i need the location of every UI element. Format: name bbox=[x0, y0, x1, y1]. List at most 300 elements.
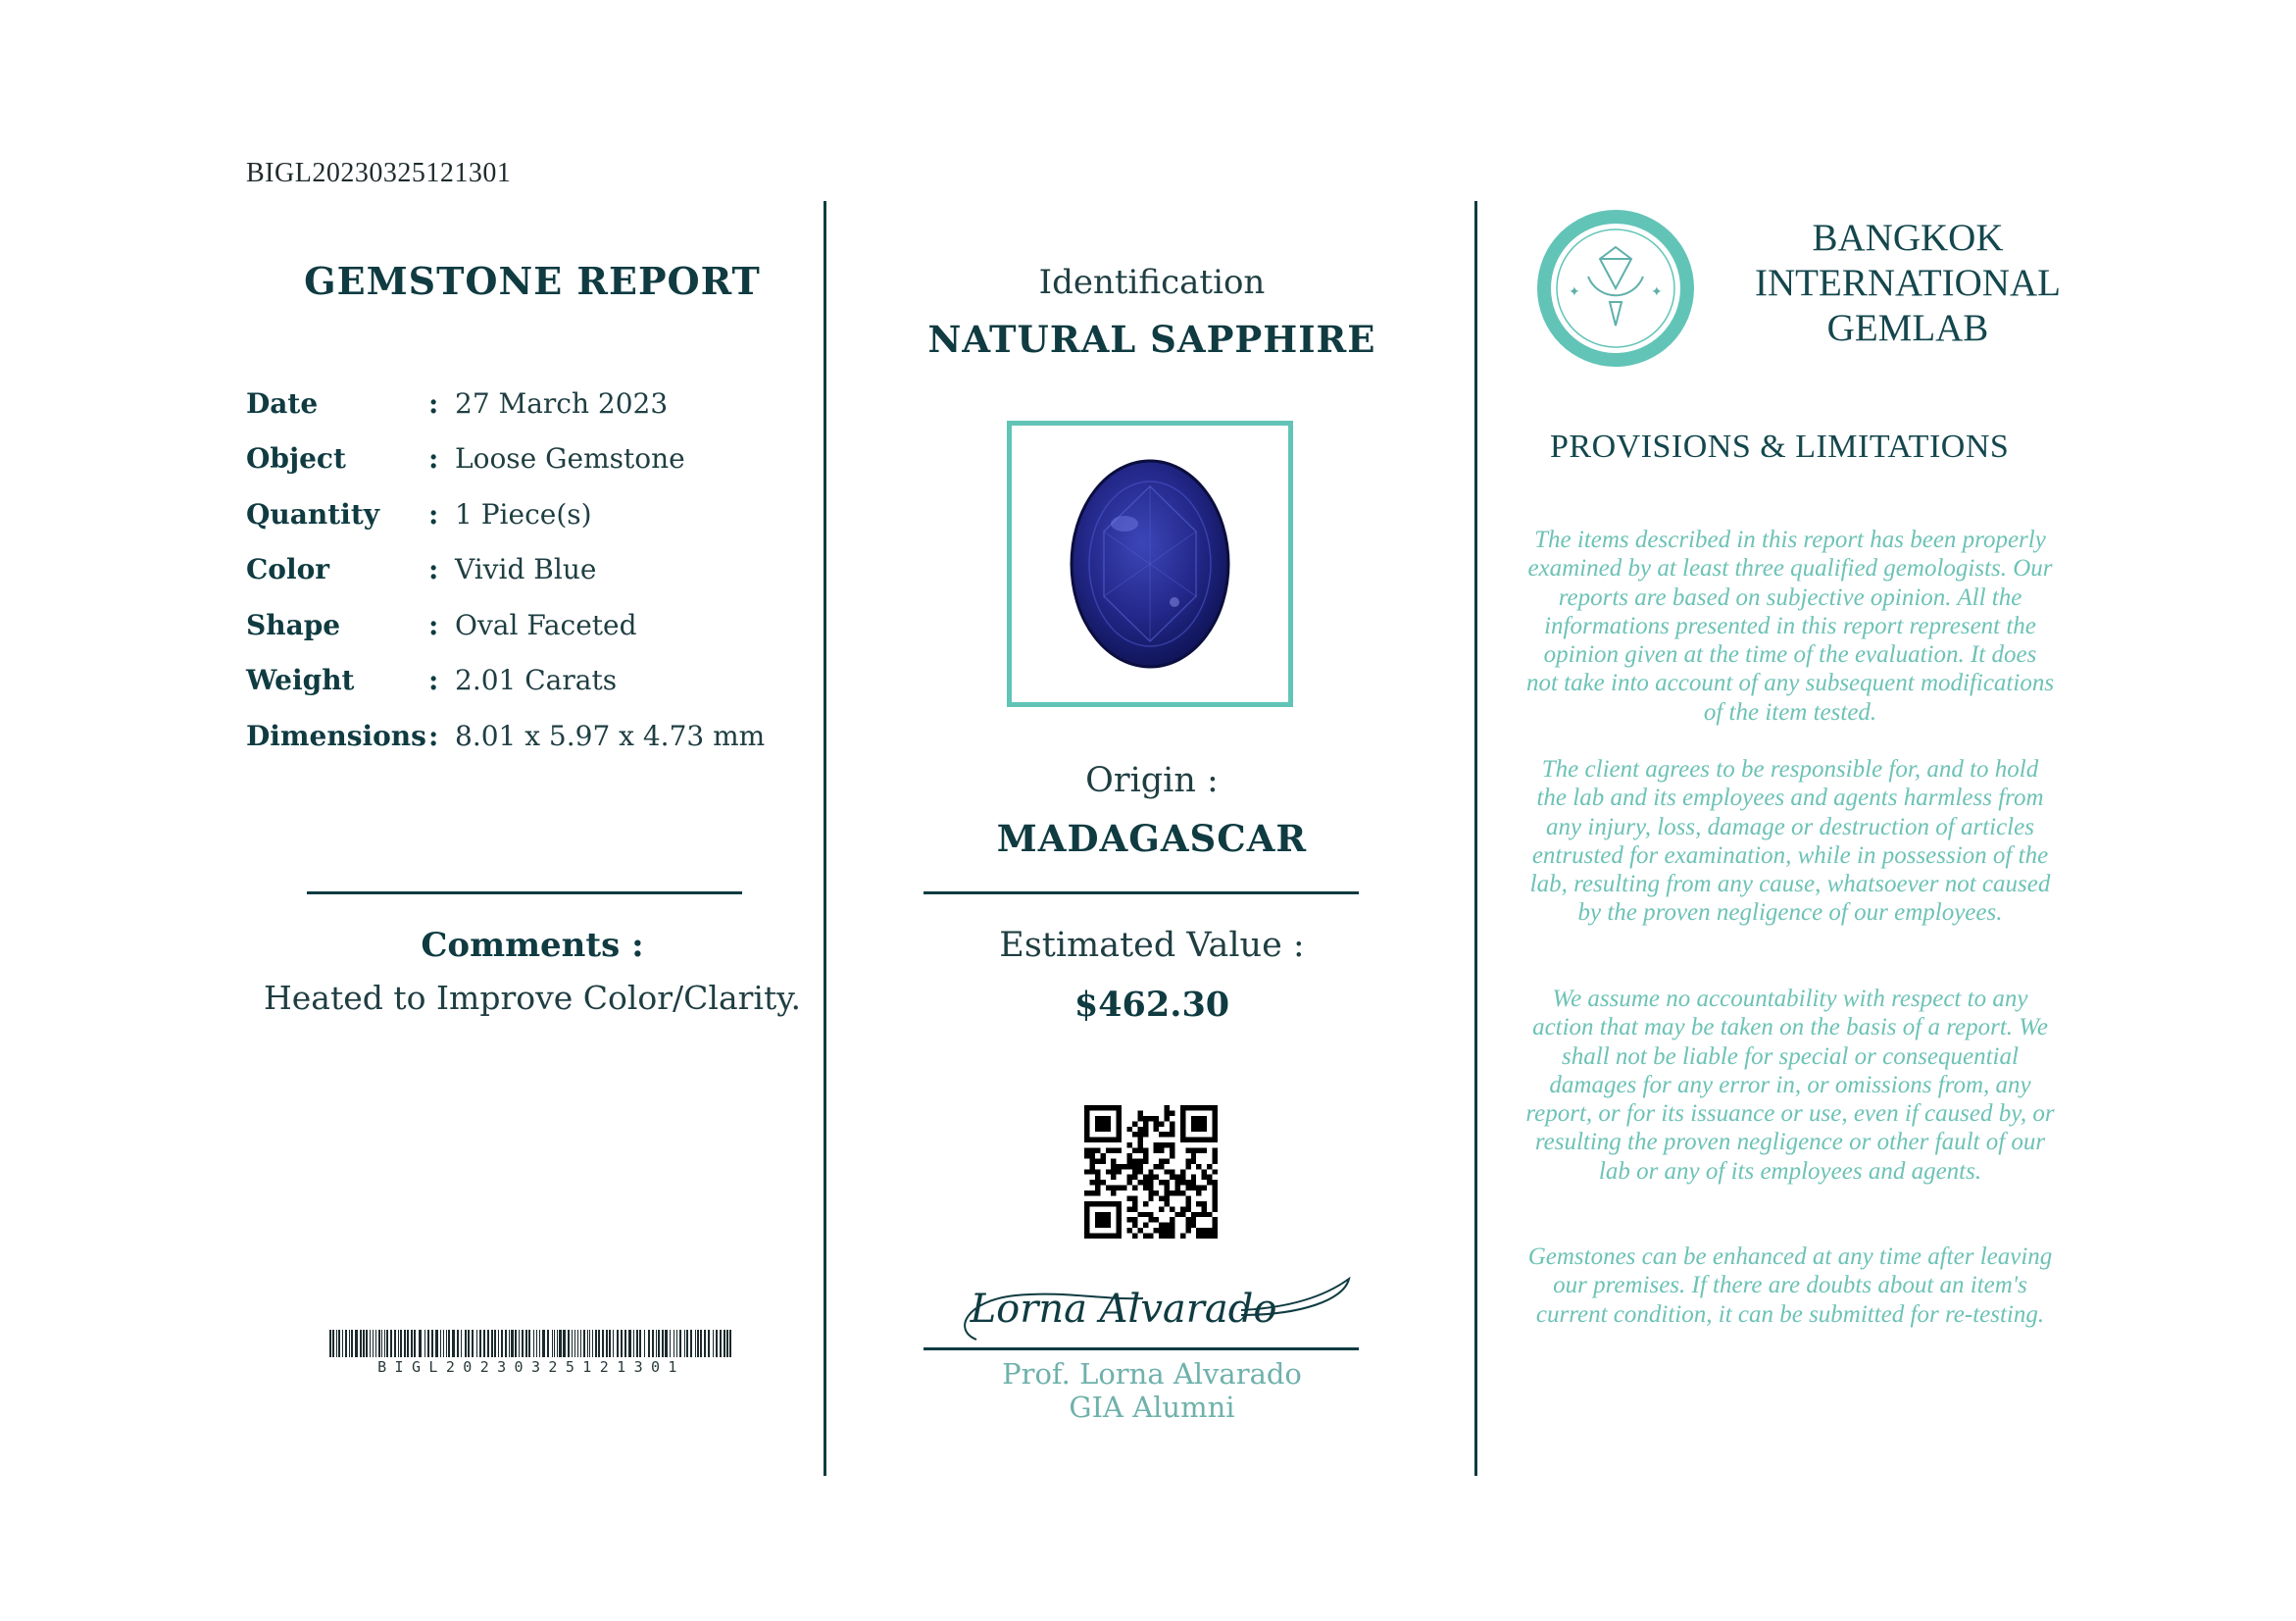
qr-module bbox=[1170, 1132, 1174, 1137]
qr-module bbox=[1089, 1153, 1094, 1158]
barcode-bar bbox=[461, 1330, 462, 1357]
qr-module bbox=[1174, 1180, 1179, 1185]
qr-module bbox=[1143, 1153, 1148, 1158]
barcode-bar bbox=[528, 1330, 530, 1357]
qr-module bbox=[1143, 1234, 1148, 1239]
qr-module bbox=[1148, 1116, 1153, 1121]
qr-module bbox=[1170, 1175, 1174, 1180]
qr-module bbox=[1122, 1164, 1126, 1169]
signer-name: Prof. Lorna Alvarado bbox=[1002, 1357, 1302, 1391]
qr-module bbox=[1174, 1190, 1179, 1195]
field-row-color bbox=[246, 542, 795, 598]
qr-module bbox=[1117, 1164, 1122, 1169]
qr-module bbox=[1132, 1234, 1137, 1239]
barcode-bar bbox=[384, 1330, 385, 1357]
barcode-bar bbox=[505, 1330, 507, 1357]
report-title: GEMSTONE REPORT bbox=[304, 259, 761, 303]
qr-module bbox=[1095, 1186, 1100, 1190]
field-colon: : bbox=[428, 719, 439, 752]
barcode-bar bbox=[602, 1330, 604, 1357]
field-value: 1 Piece(s) bbox=[455, 497, 592, 531]
qr-module bbox=[1127, 1206, 1132, 1211]
qr-module bbox=[1165, 1223, 1170, 1228]
field-colon: : bbox=[428, 608, 439, 641]
provisions-title: PROVISIONS & LIMITATIONS bbox=[1550, 429, 2010, 465]
qr-module bbox=[1143, 1127, 1148, 1132]
qr-module bbox=[1106, 1148, 1111, 1153]
qr-module bbox=[1143, 1148, 1148, 1153]
barcode-bar bbox=[363, 1330, 365, 1357]
field-row-weight bbox=[246, 653, 795, 709]
field-colon: : bbox=[428, 442, 439, 476]
barcode-bar bbox=[589, 1330, 590, 1357]
qr-module bbox=[1159, 1164, 1164, 1169]
qr-module bbox=[1213, 1228, 1218, 1233]
barcode-bar bbox=[519, 1330, 520, 1357]
barcode-bar bbox=[542, 1330, 545, 1357]
qr-module bbox=[1154, 1127, 1159, 1132]
barcode-bar bbox=[724, 1330, 725, 1357]
qr-module bbox=[1213, 1195, 1218, 1200]
qr-module bbox=[1165, 1116, 1170, 1121]
qr-module bbox=[1191, 1212, 1196, 1217]
barcode-bar bbox=[621, 1330, 623, 1357]
qr-module bbox=[1127, 1175, 1132, 1180]
qr-module bbox=[1089, 1169, 1094, 1174]
barcode-bar bbox=[690, 1330, 692, 1357]
barcode-bar bbox=[656, 1330, 657, 1357]
barcode-bar bbox=[577, 1330, 578, 1357]
barcode-bar bbox=[479, 1330, 481, 1357]
qr-module bbox=[1202, 1228, 1207, 1233]
qr-module bbox=[1207, 1228, 1212, 1233]
barcode-bar bbox=[563, 1330, 566, 1357]
qr-module bbox=[1111, 1158, 1116, 1163]
barcode-bar bbox=[609, 1330, 611, 1357]
barcode-bar bbox=[726, 1330, 728, 1357]
provisions-paragraph: The client agrees to be responsible for, and to hold the lab and its employees and agents harmless from any injury, loss, damage or destruction of articles entrusted for examination, while in possession of the lab, resulting from any cause, whatsoever not caused by the proven negligence of our employees. bbox=[1529, 756, 2051, 927]
qr-module bbox=[1196, 1212, 1201, 1217]
qr-module bbox=[1143, 1132, 1148, 1137]
qr-module bbox=[1132, 1186, 1137, 1190]
barcode-bar bbox=[670, 1330, 671, 1357]
estimated-value-amount: $462.30 bbox=[1073, 985, 1230, 1025]
barcode-bar bbox=[487, 1330, 489, 1357]
barcode-bar bbox=[355, 1330, 358, 1357]
qr-module bbox=[1213, 1148, 1218, 1153]
qr-module bbox=[1111, 1190, 1116, 1195]
qr-module bbox=[1213, 1201, 1218, 1206]
field-value: Oval Faceted bbox=[455, 608, 637, 641]
qr-module bbox=[1213, 1217, 1218, 1222]
barcode-bar bbox=[483, 1330, 485, 1357]
qr-module bbox=[1089, 1148, 1094, 1153]
qr-module bbox=[1148, 1169, 1153, 1174]
qr-module bbox=[1143, 1121, 1148, 1126]
qr-module bbox=[1185, 1195, 1190, 1200]
qr-module bbox=[1148, 1195, 1153, 1200]
qr-module bbox=[1089, 1190, 1094, 1195]
qr-module bbox=[1143, 1180, 1148, 1185]
barcode-bar bbox=[633, 1330, 634, 1357]
barcode-bar bbox=[381, 1330, 382, 1357]
qr-module bbox=[1196, 1201, 1201, 1206]
qr-module bbox=[1170, 1206, 1174, 1211]
qr-module bbox=[1191, 1223, 1196, 1228]
lab-name-line: BANGKOK bbox=[1812, 217, 2004, 259]
qr-module bbox=[1148, 1212, 1153, 1217]
qr-module bbox=[1207, 1180, 1212, 1185]
qr-module bbox=[1202, 1169, 1207, 1174]
barcode-bar bbox=[720, 1330, 722, 1357]
qr-module bbox=[1213, 1223, 1218, 1228]
barcode-bar bbox=[414, 1330, 416, 1357]
barcode-bar bbox=[676, 1330, 677, 1357]
barcode-bar bbox=[679, 1330, 681, 1357]
barcode-bar bbox=[686, 1330, 688, 1357]
qr-module bbox=[1095, 1148, 1100, 1153]
qr-module bbox=[1165, 1186, 1170, 1190]
qr-module bbox=[1207, 1212, 1212, 1217]
qr-module bbox=[1159, 1132, 1164, 1137]
field-row-dimensions bbox=[246, 708, 795, 764]
origin-label: Origin : bbox=[1085, 761, 1219, 800]
qr-module bbox=[1159, 1180, 1164, 1185]
qr-module bbox=[1185, 1158, 1190, 1163]
barcode-bar bbox=[472, 1330, 474, 1357]
report-fields bbox=[246, 376, 795, 764]
qr-module bbox=[1137, 1127, 1142, 1132]
field-label: Color bbox=[246, 553, 330, 586]
qr-module bbox=[1084, 1153, 1089, 1158]
qr-module bbox=[1202, 1186, 1207, 1190]
qr-module bbox=[1137, 1138, 1142, 1142]
qr-module bbox=[1132, 1201, 1137, 1206]
barcode-bar bbox=[440, 1330, 441, 1357]
barcode-bar bbox=[375, 1330, 376, 1357]
qr-module bbox=[1202, 1175, 1207, 1180]
barcode-bar bbox=[424, 1330, 425, 1357]
qr-module bbox=[1170, 1217, 1174, 1222]
qr-module bbox=[1159, 1206, 1164, 1211]
qr-module bbox=[1137, 1148, 1142, 1153]
qr-module bbox=[1165, 1190, 1170, 1195]
qr-module bbox=[1089, 1164, 1094, 1169]
qr-module bbox=[1170, 1234, 1174, 1239]
barcode-bar bbox=[457, 1330, 459, 1357]
qr-module bbox=[1127, 1153, 1132, 1158]
qr-module bbox=[1202, 1148, 1207, 1153]
qr-module bbox=[1137, 1169, 1142, 1174]
barcode-bar bbox=[557, 1330, 558, 1357]
qr-module bbox=[1095, 1175, 1100, 1180]
qr-module bbox=[1154, 1228, 1159, 1233]
field-label: Shape bbox=[246, 608, 341, 641]
qr-module bbox=[1127, 1127, 1132, 1132]
qr-module bbox=[1127, 1164, 1132, 1169]
report-id: BIGL20230325121301 bbox=[246, 158, 512, 188]
qr-module bbox=[1196, 1186, 1201, 1190]
qr-module bbox=[1196, 1228, 1201, 1233]
qr-module bbox=[1213, 1206, 1218, 1211]
barcode-bar bbox=[465, 1330, 467, 1357]
qr-module bbox=[1185, 1148, 1190, 1153]
provisions-paragraph: The items described in this report has been properly examined by at least three qualified gemologists. Our reports are based on subjective opinion. All the informations presented in this report represent the opinion given at the time of the evaluation. It does not take into account of any subsequent modifications of the item tested. bbox=[1525, 527, 2055, 726]
qr-module bbox=[1191, 1158, 1196, 1163]
barcode-bar bbox=[613, 1330, 614, 1357]
barcode-bar bbox=[366, 1330, 368, 1357]
qr-module bbox=[1170, 1190, 1174, 1195]
qr-module bbox=[1154, 1164, 1159, 1169]
signer-title: GIA Alumni bbox=[1069, 1391, 1235, 1424]
lab-name-line: GEMLAB bbox=[1826, 307, 1989, 349]
barcode-bar bbox=[652, 1330, 654, 1357]
qr-module bbox=[1174, 1175, 1179, 1180]
column-divider-left bbox=[824, 201, 826, 1476]
signature bbox=[947, 1271, 1355, 1349]
barcode-bar bbox=[351, 1330, 353, 1357]
qr-module bbox=[1191, 1153, 1196, 1158]
field-row-date bbox=[246, 376, 795, 431]
barcode-bar bbox=[370, 1330, 371, 1357]
sapphire-gem-image bbox=[1012, 426, 1288, 702]
qr-module bbox=[1159, 1228, 1164, 1233]
qr-module bbox=[1148, 1217, 1153, 1222]
qr-module bbox=[1185, 1223, 1190, 1228]
barcode-bar bbox=[498, 1330, 499, 1357]
barcode-bar bbox=[598, 1330, 600, 1357]
qr-module bbox=[1154, 1142, 1159, 1147]
barcode-bar bbox=[606, 1330, 608, 1357]
qr-module bbox=[1137, 1110, 1142, 1115]
qr-module bbox=[1089, 1180, 1094, 1185]
qr-module bbox=[1196, 1190, 1201, 1195]
field-colon: : bbox=[428, 553, 439, 586]
qr-module bbox=[1185, 1217, 1190, 1222]
field-colon: : bbox=[428, 664, 439, 697]
origin-value: MADAGASCAR bbox=[996, 817, 1308, 860]
qr-module bbox=[1165, 1228, 1170, 1233]
barcode-bar bbox=[684, 1330, 685, 1357]
qr-module bbox=[1137, 1212, 1142, 1217]
qr-module bbox=[1202, 1206, 1207, 1211]
field-label: Object bbox=[246, 442, 346, 476]
qr-module bbox=[1202, 1212, 1207, 1217]
barcode-bar bbox=[378, 1330, 380, 1357]
barcode-bar bbox=[695, 1330, 696, 1357]
barcode-bar bbox=[559, 1330, 562, 1357]
qr-module bbox=[1143, 1223, 1148, 1228]
barcode-bar bbox=[624, 1330, 626, 1357]
barcode-bar bbox=[554, 1330, 555, 1357]
qr-module bbox=[1159, 1158, 1164, 1163]
barcode-bar bbox=[468, 1330, 470, 1357]
qr-module bbox=[1180, 1190, 1185, 1195]
barcode-bar bbox=[386, 1330, 388, 1357]
qr-code bbox=[1084, 1105, 1218, 1239]
qr-module bbox=[1117, 1169, 1122, 1174]
qr-module bbox=[1170, 1110, 1174, 1115]
qr-module bbox=[1127, 1195, 1132, 1200]
barcode-bar bbox=[580, 1330, 581, 1357]
signature-script: Lorna Alvarado bbox=[970, 1287, 1277, 1332]
barcode-bar bbox=[494, 1330, 496, 1357]
field-label: Date bbox=[246, 386, 319, 420]
qr-module bbox=[1089, 1158, 1094, 1163]
qr-module bbox=[1148, 1186, 1153, 1190]
qr-module bbox=[1191, 1148, 1196, 1153]
qr-module bbox=[1084, 1148, 1089, 1153]
qr-module bbox=[1170, 1148, 1174, 1153]
barcode-bar bbox=[407, 1330, 409, 1357]
qr-module bbox=[1165, 1105, 1170, 1110]
barcode-bar bbox=[349, 1330, 350, 1357]
qr-module bbox=[1148, 1190, 1153, 1195]
qr-module bbox=[1111, 1186, 1116, 1190]
qr-module bbox=[1154, 1190, 1159, 1195]
qr-module bbox=[1213, 1180, 1218, 1185]
qr-module bbox=[1185, 1206, 1190, 1211]
barcode-bar bbox=[568, 1330, 570, 1357]
qr-module bbox=[1095, 1190, 1100, 1195]
qr-module bbox=[1117, 1148, 1122, 1153]
field-row-object bbox=[246, 431, 795, 487]
barcode-bar bbox=[595, 1330, 597, 1357]
qr-module bbox=[1111, 1148, 1116, 1153]
barcode-bar bbox=[373, 1330, 374, 1357]
qr-module bbox=[1196, 1234, 1201, 1239]
barcode-bar bbox=[448, 1330, 450, 1357]
field-value: 27 March 2023 bbox=[455, 386, 669, 420]
qr-module bbox=[1213, 1169, 1218, 1174]
barcode-bar bbox=[572, 1330, 573, 1357]
qr-module bbox=[1106, 1186, 1111, 1190]
qr-module bbox=[1170, 1169, 1174, 1174]
qr-module bbox=[1143, 1186, 1148, 1190]
qr-module bbox=[1213, 1153, 1218, 1158]
qr-module bbox=[1165, 1158, 1170, 1163]
qr-module bbox=[1143, 1175, 1148, 1180]
qr-module bbox=[1127, 1142, 1132, 1147]
qr-module bbox=[1174, 1186, 1179, 1190]
qr-module bbox=[1143, 1201, 1148, 1206]
qr-module bbox=[1111, 1169, 1116, 1174]
barcode-bar bbox=[509, 1330, 510, 1357]
barcode-bar bbox=[511, 1330, 514, 1357]
lab-name-line: INTERNATIONAL bbox=[1755, 262, 2061, 304]
field-colon: : bbox=[428, 497, 439, 531]
barcode-bar bbox=[592, 1330, 593, 1357]
svg-text:✦: ✦ bbox=[1569, 284, 1580, 300]
qr-module bbox=[1127, 1228, 1132, 1233]
qr-module bbox=[1132, 1132, 1137, 1137]
field-row-quantity bbox=[246, 486, 795, 542]
barcode-bar bbox=[525, 1330, 527, 1357]
qr-module bbox=[1127, 1158, 1132, 1163]
qr-module bbox=[1180, 1169, 1185, 1174]
qr-module bbox=[1159, 1121, 1164, 1126]
qr-module bbox=[1170, 1127, 1174, 1132]
field-row-shape bbox=[246, 597, 795, 653]
barcode-bar bbox=[394, 1330, 396, 1357]
qr-module bbox=[1132, 1223, 1137, 1228]
qr-module bbox=[1122, 1186, 1126, 1190]
qr-module bbox=[1170, 1142, 1174, 1147]
qr-module bbox=[1191, 1186, 1196, 1190]
barcode-bar bbox=[583, 1330, 585, 1357]
barcode-bar bbox=[574, 1330, 575, 1357]
qr-module bbox=[1143, 1158, 1148, 1163]
barcode-bar bbox=[501, 1330, 503, 1357]
qr-module bbox=[1165, 1110, 1170, 1115]
qr-module bbox=[1170, 1121, 1174, 1126]
barcode-bar bbox=[697, 1330, 699, 1357]
qr-module bbox=[1159, 1223, 1164, 1228]
barcode-bar bbox=[587, 1330, 588, 1357]
barcode-bar bbox=[427, 1330, 429, 1357]
qr-module bbox=[1191, 1180, 1196, 1185]
barcode-bar bbox=[617, 1330, 619, 1357]
barcode-bar bbox=[390, 1330, 392, 1357]
barcode-bar bbox=[400, 1330, 402, 1357]
field-label: Dimensions bbox=[246, 719, 426, 752]
barcode-bar bbox=[419, 1330, 422, 1357]
qr-module bbox=[1202, 1201, 1207, 1206]
comments-divider bbox=[307, 891, 742, 894]
barcode-bar bbox=[404, 1330, 406, 1357]
qr-module bbox=[1213, 1190, 1218, 1195]
barcode-bar bbox=[648, 1330, 650, 1357]
qr-module bbox=[1132, 1175, 1137, 1180]
barcode-bar bbox=[338, 1330, 340, 1357]
qr-module bbox=[1159, 1148, 1164, 1153]
barcode-bar bbox=[522, 1330, 524, 1357]
qr-module bbox=[1165, 1234, 1170, 1239]
barcode-bar bbox=[636, 1330, 638, 1357]
qr-module bbox=[1100, 1180, 1105, 1185]
qr-module bbox=[1137, 1180, 1142, 1185]
qr-module bbox=[1132, 1169, 1137, 1174]
barcode-bar bbox=[360, 1330, 362, 1357]
qr-module bbox=[1137, 1164, 1142, 1169]
qr-module bbox=[1202, 1234, 1207, 1239]
barcode-bar bbox=[345, 1330, 347, 1357]
qr-module bbox=[1137, 1228, 1142, 1233]
comments-title: Comments : bbox=[421, 926, 644, 965]
qr-module bbox=[1084, 1190, 1089, 1195]
qr-module bbox=[1180, 1175, 1185, 1180]
qr-module bbox=[1180, 1206, 1185, 1211]
qr-module bbox=[1106, 1169, 1111, 1174]
qr-module bbox=[1111, 1175, 1116, 1180]
qr-module bbox=[1154, 1116, 1159, 1121]
qr-module bbox=[1213, 1158, 1218, 1163]
barcode-bar bbox=[329, 1330, 331, 1357]
qr-module bbox=[1137, 1158, 1142, 1163]
qr-module bbox=[1207, 1234, 1212, 1239]
qr-module bbox=[1111, 1164, 1116, 1169]
qr-module bbox=[1185, 1186, 1190, 1190]
qr-module bbox=[1170, 1228, 1174, 1233]
barcode-bar bbox=[708, 1330, 710, 1357]
qr-module bbox=[1095, 1169, 1100, 1174]
barcode-bar bbox=[713, 1330, 714, 1357]
qr-module bbox=[1132, 1121, 1137, 1126]
qr-module bbox=[1159, 1234, 1164, 1239]
qr-module bbox=[1100, 1158, 1105, 1163]
qr-module bbox=[1213, 1234, 1218, 1239]
barcode-bar bbox=[452, 1330, 455, 1357]
